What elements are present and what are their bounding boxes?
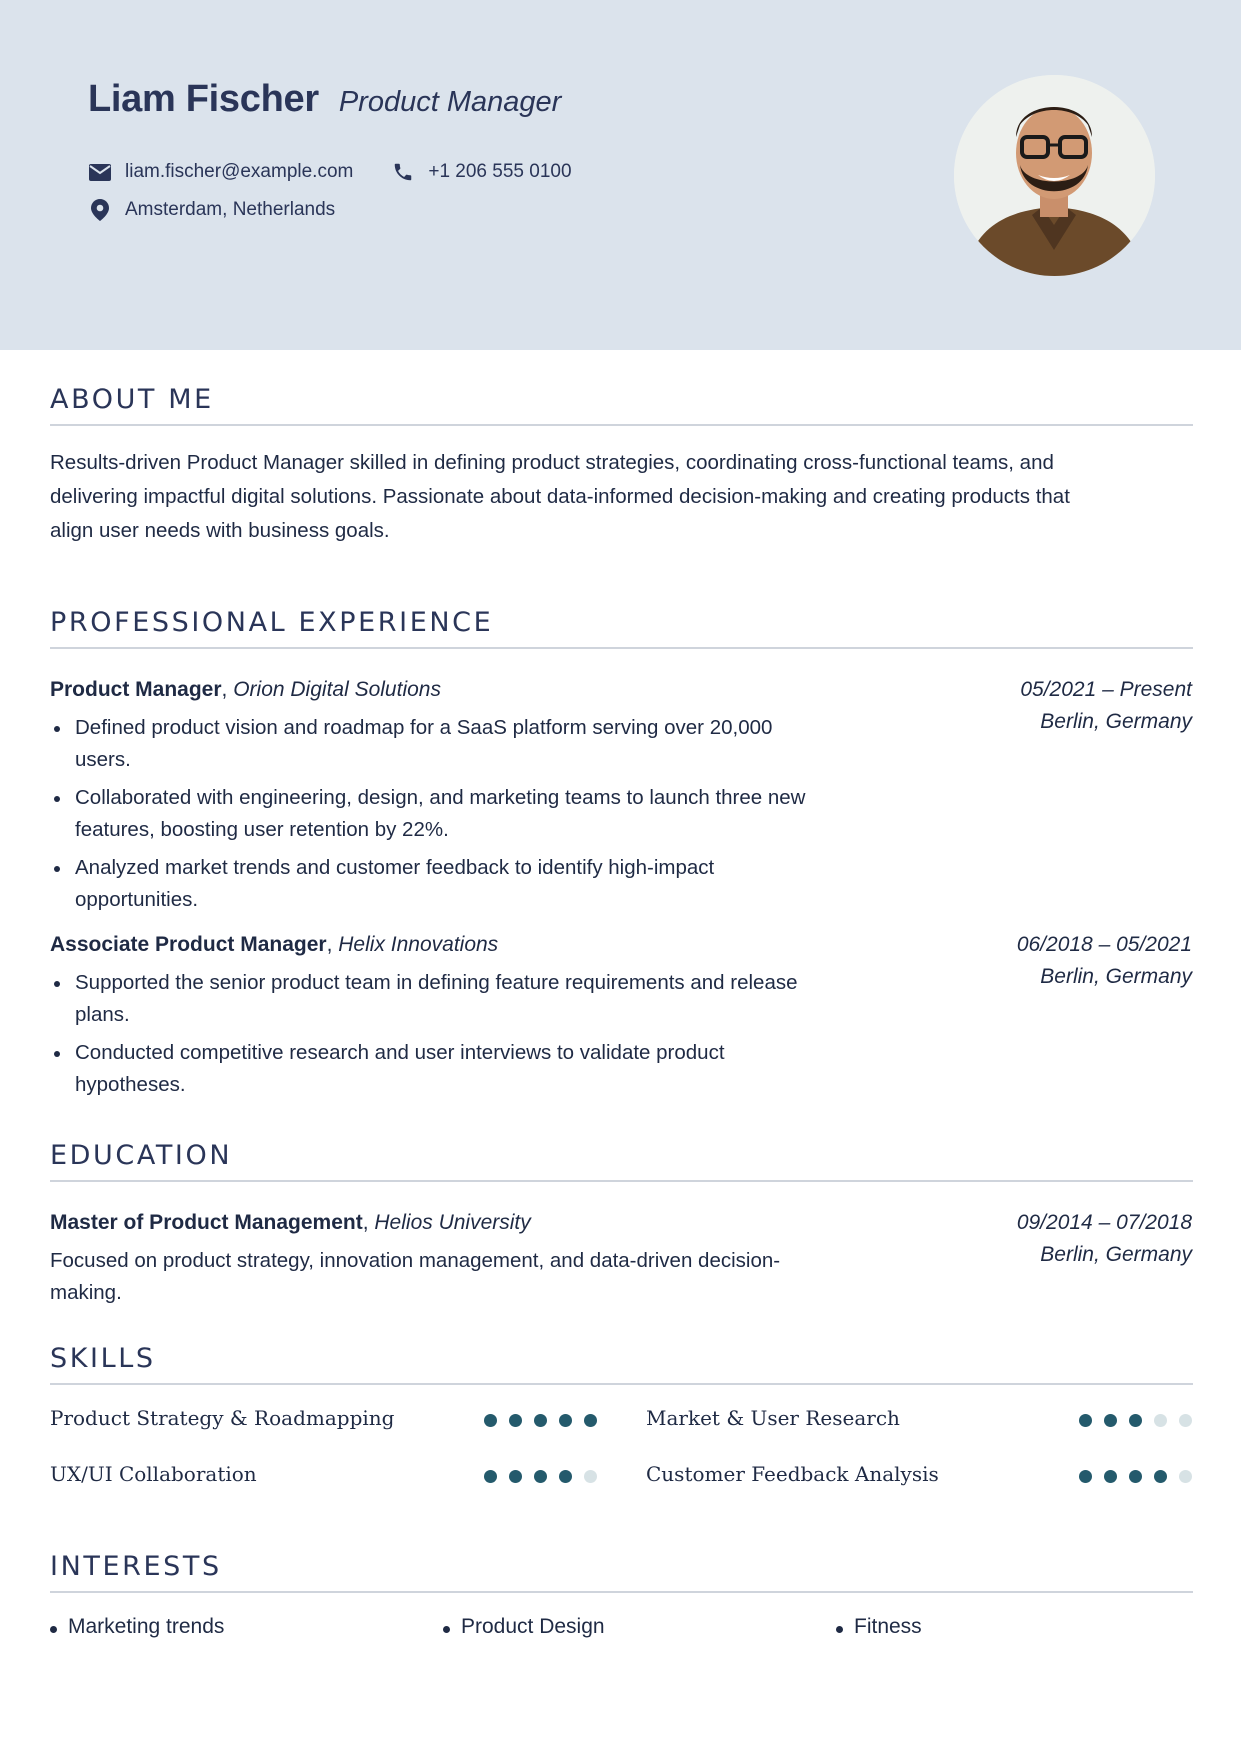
email-text[interactable]: liam.fischer@example.com xyxy=(125,161,354,182)
job-bullets xyxy=(50,967,900,1107)
interest-item: Marketing trends xyxy=(50,1615,224,1639)
full-name: Liam Fischer xyxy=(88,78,319,120)
contact-row-1 xyxy=(88,160,572,184)
education-meta xyxy=(1017,1207,1192,1271)
job-dates: 05/2021 – Present xyxy=(1020,678,1192,701)
rating-dot-filled xyxy=(509,1414,522,1427)
job-company: Helix Innovations xyxy=(338,933,499,956)
education-dates: 09/2014 – 07/2018 xyxy=(1016,1211,1192,1234)
rating-dot-filled xyxy=(484,1414,497,1427)
rating-dot-filled xyxy=(534,1470,547,1483)
interest-item: Fitness xyxy=(836,1615,922,1639)
rating-dot-filled xyxy=(1079,1414,1092,1427)
rating-dot-filled xyxy=(1129,1470,1142,1483)
degree: Master of Product Management xyxy=(50,1211,363,1234)
bullet-item: Collaborated with engineering, design, and marketing teams to launch three new features, boosting user retention by 22%. xyxy=(50,782,900,846)
rating-dot-empty xyxy=(1154,1414,1167,1427)
job-location: Berlin, Germany xyxy=(1040,710,1192,733)
education-description: Focused on product strategy, innovation management, and data-driven decision- making. xyxy=(50,1249,781,1304)
experience-divider xyxy=(50,647,1193,649)
job-meta xyxy=(1020,674,1192,738)
job-heading: Associate Product Manager, Helix Innovations xyxy=(50,933,499,956)
bullet-item: Conducted competitive research and user interviews to validate product hypotheses. xyxy=(50,1037,900,1101)
location-item xyxy=(88,198,335,222)
school: Helios University xyxy=(374,1211,531,1234)
bullet-item: Defined product vision and roadmap for a SaaS platform serving over 20,000 users. xyxy=(50,712,900,776)
profile-photo xyxy=(954,75,1155,276)
name-row xyxy=(88,78,561,121)
rating-dot-filled xyxy=(484,1470,497,1483)
job-bullets xyxy=(50,712,900,922)
phone-item xyxy=(391,160,571,184)
envelope-icon xyxy=(88,160,112,184)
rating-dot-filled xyxy=(1104,1414,1117,1427)
bullet-item: Supported the senior product team in defining feature requirements and release plans. xyxy=(50,967,900,1031)
skill-name: Product Strategy & Roadmapping xyxy=(50,1406,395,1430)
rating-dot-filled xyxy=(1154,1470,1167,1483)
rating-dot-empty xyxy=(1179,1414,1192,1427)
location-pin-icon xyxy=(88,198,112,222)
email-item xyxy=(88,160,353,184)
skill-name: Customer Feedback Analysis xyxy=(646,1462,939,1486)
rating-dot-filled xyxy=(509,1470,522,1483)
rating-dot-filled xyxy=(559,1414,572,1427)
experience-heading: PROFESSIONAL EXPERIENCE xyxy=(50,607,494,638)
skill-name: Market & User Research xyxy=(646,1406,900,1430)
job-position: Associate Product Manager xyxy=(50,933,327,956)
education-location: Berlin, Germany xyxy=(1040,1243,1192,1266)
phone-text[interactable]: +1 206 555 0100 xyxy=(428,161,572,182)
job-company: Orion Digital Solutions xyxy=(233,678,441,701)
skill-rating xyxy=(484,1414,597,1427)
about-line: Results-driven Product Manager skilled in defining product strategies, coordinating cross-functional teams, and xyxy=(50,451,1054,474)
about-line: delivering impactful digital solutions. Passionate about data-informed decision-making and creating products that xyxy=(50,485,1070,508)
location-text: Amsterdam, Netherlands xyxy=(125,199,336,220)
rating-dot-filled xyxy=(1104,1470,1117,1483)
job-location: Berlin, Germany xyxy=(1040,965,1192,988)
rating-dot-filled xyxy=(584,1414,597,1427)
header-band xyxy=(0,0,1241,350)
about-heading: ABOUT ME xyxy=(50,384,214,415)
about-line: align user needs with business goals. xyxy=(50,519,390,542)
about-divider xyxy=(50,424,1193,426)
skill-rating xyxy=(1079,1414,1192,1427)
rating-dot-filled xyxy=(1079,1470,1092,1483)
skills-divider xyxy=(50,1383,1193,1385)
job-title: Product Manager xyxy=(338,86,562,118)
contact-row-2 xyxy=(88,198,335,222)
job-position: Product Manager xyxy=(50,678,222,701)
job-meta xyxy=(1017,929,1192,993)
rating-dot-empty xyxy=(1179,1470,1192,1483)
skill-name: UX/UI Collaboration xyxy=(50,1462,257,1486)
about-text xyxy=(50,446,1200,548)
interests-divider xyxy=(50,1591,1193,1593)
rating-dot-empty xyxy=(584,1470,597,1483)
interest-item: Product Design xyxy=(443,1615,605,1639)
job-dates: 06/2018 – 05/2021 xyxy=(1016,933,1192,956)
bullet-item: Analyzed market trends and customer feedback to identify high-impact opportunities. xyxy=(50,852,900,916)
skills-heading: SKILLS xyxy=(50,1343,156,1374)
rating-dot-filled xyxy=(1129,1414,1142,1427)
education-divider xyxy=(50,1180,1193,1182)
education-heading-line: Master of Product Management, Helios University xyxy=(50,1211,531,1234)
skill-rating xyxy=(1079,1470,1192,1483)
phone-icon xyxy=(391,160,415,184)
job-heading: Product Manager, Orion Digital Solutions xyxy=(50,678,441,701)
rating-dot-filled xyxy=(559,1470,572,1483)
interests-heading: INTERESTS xyxy=(50,1551,222,1582)
rating-dot-filled xyxy=(534,1414,547,1427)
education-heading: EDUCATION xyxy=(50,1140,233,1171)
skill-rating xyxy=(484,1470,597,1483)
